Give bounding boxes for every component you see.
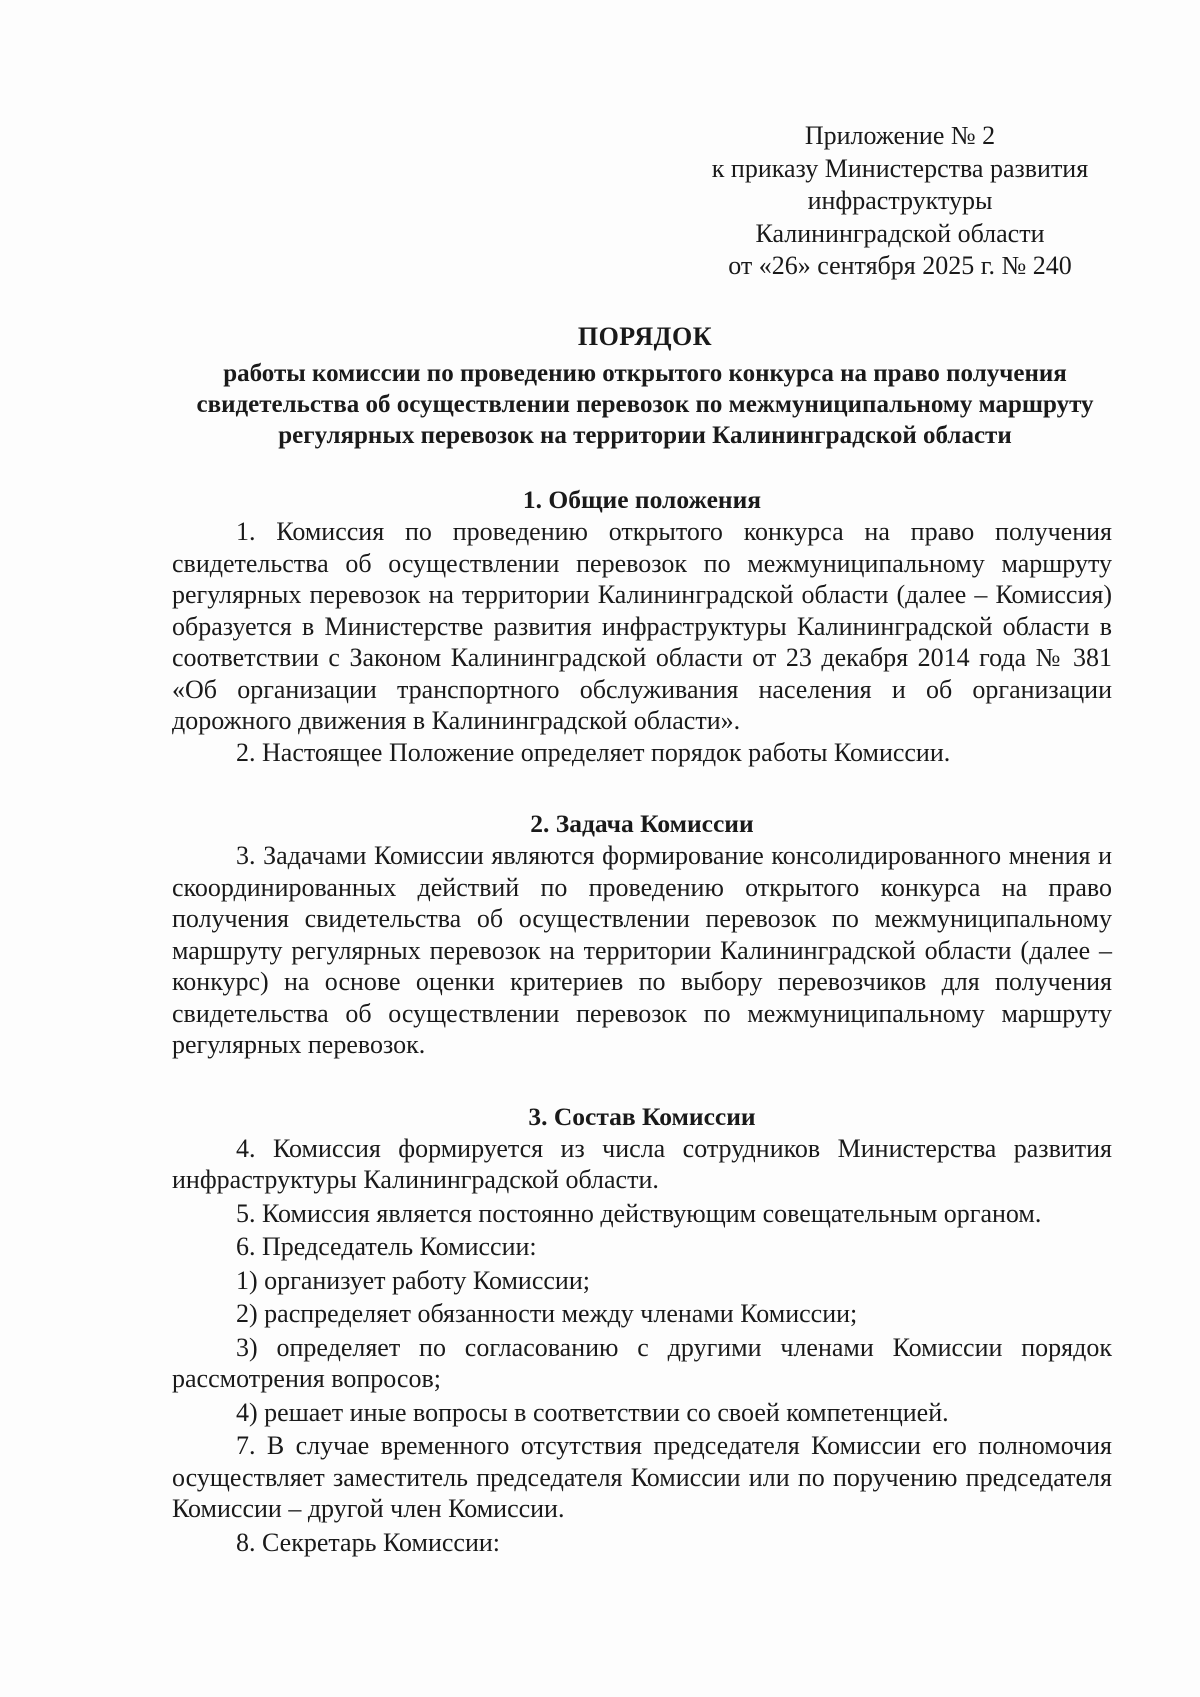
annex-block <box>690 120 1110 283</box>
section-heading-task: 2. Задача Комиссии <box>530 809 754 838</box>
section-heading-composition: 3. Состав Комиссии <box>528 1101 756 1131</box>
paragraph-3: 3. Задачами Комиссии являются формирование консолидированного мнения и скоординированных действий по проведению открытого конкурса на право получения свидетельства об осуществлении перевозок по межмуниципальному маршруту регулярных перевозок на территории Калининградской области (далее – конкурс) на основе оценки критериев по выбору перевозчиков для получения свидетельства об осуществлении перевозок по межмуниципальному маршруту регулярных перевозок. <box>172 841 1112 1059</box>
annex-region: Калининградской области <box>755 218 1045 248</box>
annex-ministry: инфраструктуры <box>807 186 993 215</box>
paragraph-6-4: 4) решает иные вопросы в соответствии со своей компетенцией. <box>236 1397 949 1427</box>
paragraph-6-1: 1) организует работу Комиссии; <box>236 1265 590 1295</box>
paragraph-2: 2. Настоящее Положение определяет порядок работы Комиссии. <box>236 737 951 767</box>
document-title <box>150 320 1140 451</box>
paragraph-6: 6. Председатель Комиссии: <box>236 1232 537 1261</box>
document-body <box>172 484 1112 1560</box>
paragraph-8: 8. Секретарь Комиссии: <box>236 1527 500 1557</box>
title-main: ПОРЯДОК <box>577 322 713 351</box>
annex-number: Приложение № 2 <box>804 121 996 150</box>
title-subtitle: работы комиссии по проведению открытого конкурса на право получения свидетельства об осуществлении перевозок по межмуниципальному маршруту регулярных перевозок на территории Калининградской области <box>196 360 1094 449</box>
paragraph-7: 7. В случае временного отсутствия председателя Комиссии его полномочия осуществляет заместитель председателя Комиссии или по поручению председателя Комиссии – другой член Комиссии. <box>172 1431 1112 1523</box>
section-heading-general: 1. Общие положения <box>522 485 762 514</box>
annex-order-ref: к приказу Министерства развития <box>711 153 1089 183</box>
paragraph-6-3: 3) определяет по согласованию с другими членами Комиссии порядок рассмотрения вопросов; <box>172 1332 1112 1393</box>
annex-date: от «26» сентября 2025 г. № 240 <box>728 251 1072 280</box>
paragraph-1: 1. Комиссия по проведению открытого конкурса на право получения свидетельства об осуществлении перевозок по межмуниципальному маршруту регулярных перевозок на территории Калининградской области (далее – Комиссия) образуется в Министерстве развития инфраструктуры Калининградской области в соответствии с Законом Калининградской области от 23 декабря 2014 года № 381 «Об организации транспортного обслуживания населения и об организации дорожного движения в Калининградской области». <box>172 517 1112 735</box>
paragraph-5: 5. Комиссия является постоянно действующим совещательным органом. <box>236 1198 1042 1228</box>
paragraph-4: 4. Комиссия формируется из числа сотрудников Министерства развития инфраструктуры Калининградской области. <box>172 1133 1112 1194</box>
paragraph-6-2: 2) распределяет обязанности между членами Комиссии; <box>236 1299 858 1328</box>
